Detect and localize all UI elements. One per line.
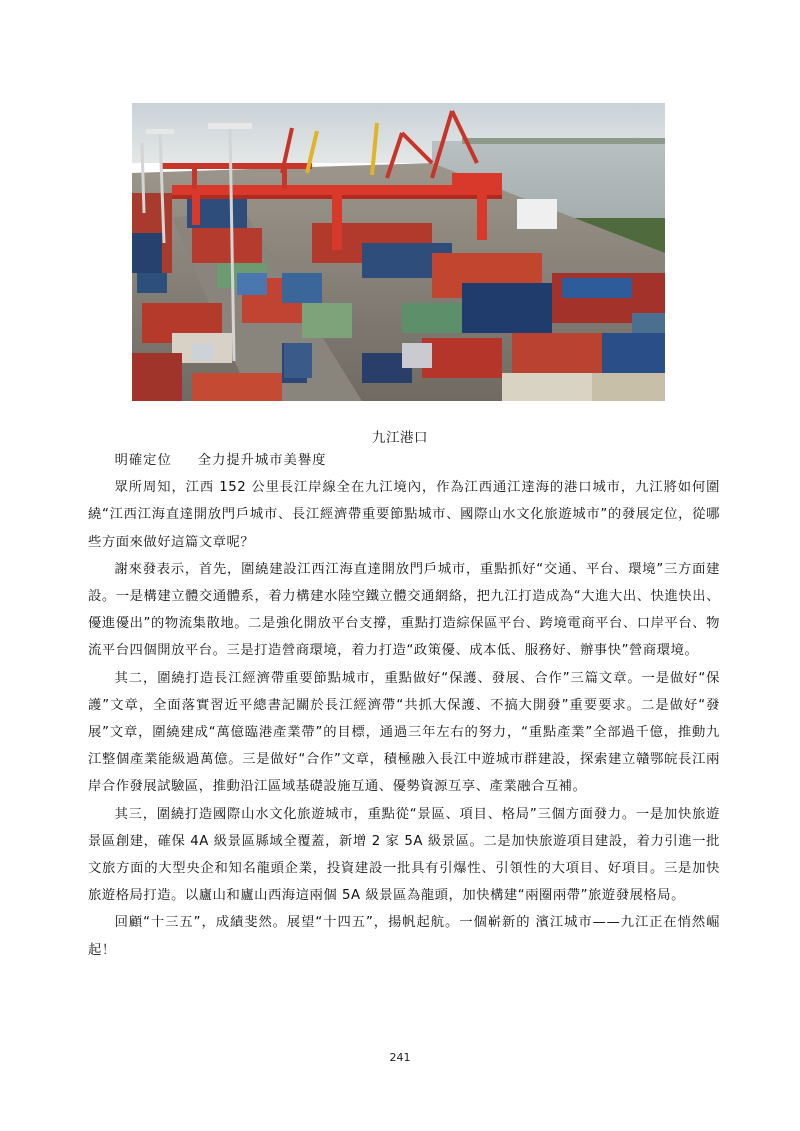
photo-caption: 九江港口 [372, 430, 428, 446]
port-photo [132, 103, 665, 401]
article-body [88, 447, 720, 964]
paragraph-2: 謝來發表示，首先，圍繞建設江西江海直達開放門戶城市，重點抓好“交通、平台、環境”三方面建設。一是構建立體交通體系，着力構建水陸空鐵立體交通網絡，把九江打造成為“大進大出、快進快出、優進優出”的物流集散地。二是強化開放平台支撐，重點打造綜保區平台、跨境電商平台、口岸平台、物流平台四個開放平台。三是打造營商環境，着力打造“政策優、成本低、服務好、辦事快”營商環境。 [88, 561, 720, 659]
paragraph-1: 眾所周知，江西 152 公里長江岸線全在九江境內，作為江西通江達海的港口城市，九江將如何圍繞“江西江海直達開放門戶城市、長江經濟帶重要節點城市、國際山水文化旅遊城市”的發展定位，從哪些方面來做好這篇文章呢？ [88, 480, 720, 550]
heading-part-1: 明確定位 [114, 453, 172, 468]
paragraph-3: 其二，圍繞打造長江經濟帶重要節點城市，重點做好“保護、發展、合作”三篇文章。一是做好“保護”文章，全面落實習近平總書記關於長江經濟帶“共抓大保護、不搞大開發”重要要求。二是做好“發展”文章，圍繞建成“萬億臨港產業帶”的目標，通過三年左右的努力，“重點產業”全部過千億，推動九江整個產業能級過萬億。三是做好“合作”文章，積極融入長江中遊城市群建設，探索建立贛鄂皖長江兩岸合作發展試驗區，推動沿江區域基礎設施互通、優勢資源互享、產業融合互補。 [88, 670, 720, 795]
section-heading [88, 447, 720, 474]
paragraph-4: 其三，圍繞打造國際山水文化旅遊城市，重點從“景區、項目、格局”三個方面發力。一是加快旅遊景區創建，確保 4A 級景區縣域全覆蓋，新增 2 家 5A 級景區。二是加快旅遊項目建設，着力引進一批文旅方面的大型央企和知名龍頭企業，投資建設一批具有引爆性、引領性的大項目、好項目。三是加快旅遊格局打造。以廬山和廬山西海這兩個 5A 級景區為龍頭，加快構建“兩圈兩帶”旅遊發展格局。 [88, 806, 720, 904]
page-number: 241 [389, 1051, 411, 1064]
heading-part-2: 全力提升城市美譽度 [197, 453, 327, 468]
port-container-terminal-photo [132, 103, 665, 401]
paragraph-5: 回顧“十三五”，成績斐然。展望“十四五”，揚帆起航。一個嶄新的 濱江城市——九江正在悄然崛起！ [88, 915, 720, 958]
